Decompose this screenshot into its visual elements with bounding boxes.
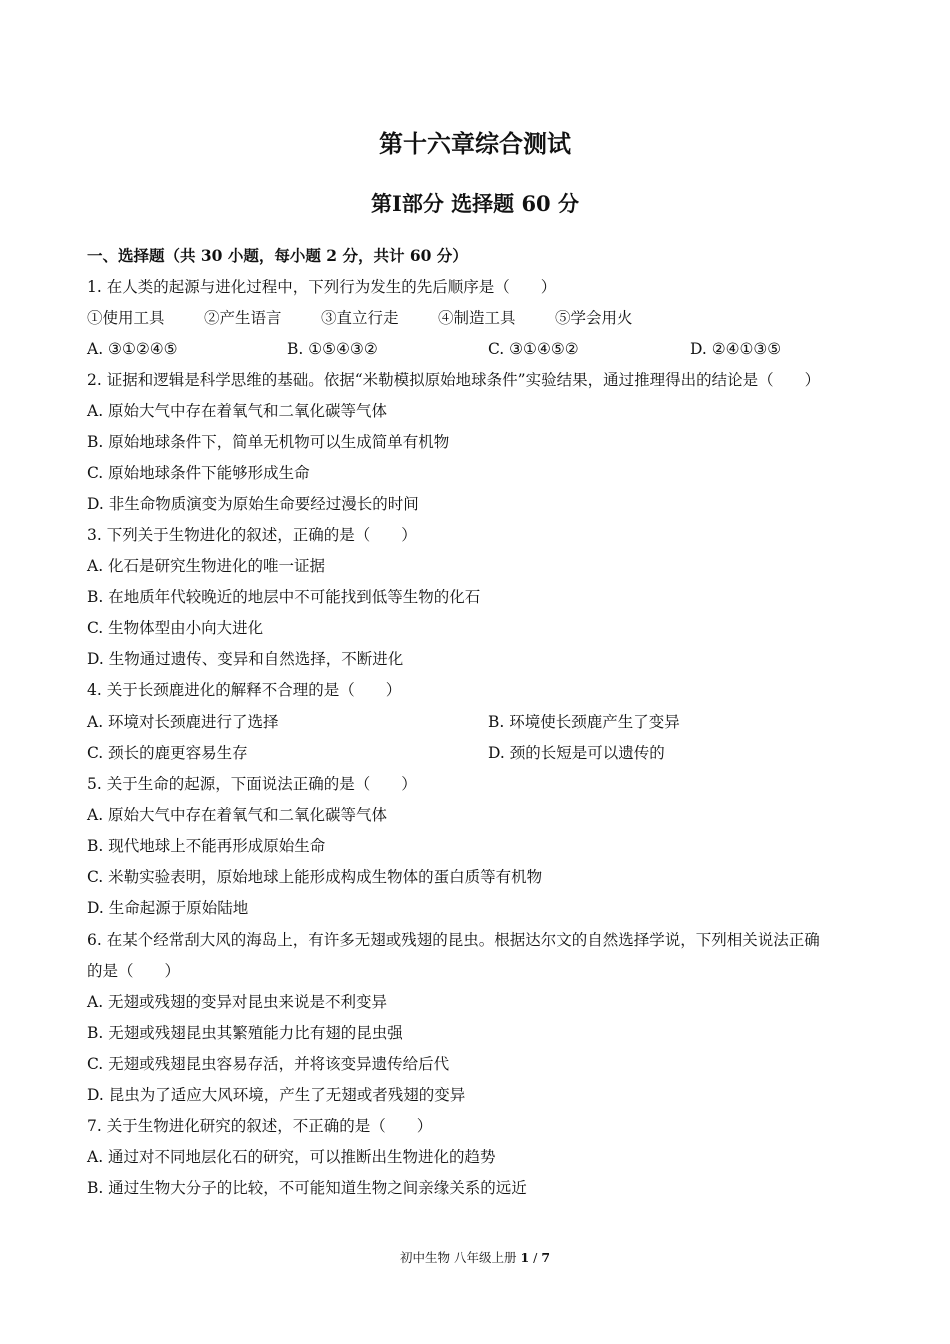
- question-6-stem-cont: 的是（ ）: [87, 962, 181, 980]
- footer-separator: /: [533, 1250, 538, 1265]
- q2-option-c: C. 原始地球条件下能够形成生命: [87, 464, 310, 482]
- q4-option-c: C. 颈长的鹿更容易生存: [87, 744, 248, 762]
- question-5-stem: 5. 关于生命的起源，下面说法正确的是（ ）: [87, 775, 417, 793]
- q2-option-b: B. 原始地球条件下，简单无机物可以生成简单有机物: [87, 433, 450, 451]
- page-footer: [0, 1248, 950, 1266]
- document-title: 第十六章综合测试: [379, 129, 571, 158]
- q1-option-b: B. ①⑤④③②: [287, 340, 378, 358]
- q5-option-b: B. 现代地球上不能再形成原始生命: [87, 837, 326, 855]
- q6-option-c: C. 无翅或残翅昆虫容易存活，并将该变异遗传给后代: [87, 1055, 450, 1073]
- q5-option-a: A. 原始大气中存在着氧气和二氧化碳等气体: [87, 806, 388, 824]
- question-2-stem: 2. 证据和逻辑是科学思维的基础。依据“米勒模拟原始地球条件”实验结果，通过推理得出的结论是（ ）: [87, 371, 821, 389]
- q7-option-a: A. 通过对不同地层化石的研究，可以推断出生物进化的趋势: [87, 1148, 496, 1166]
- question-1-stem: 1. 在人类的起源与进化过程中，下列行为发生的先后顺序是（ ）: [87, 278, 557, 296]
- q4-option-a: A. 环境对长颈鹿进行了选择: [87, 713, 279, 731]
- q6-option-d: D. 昆虫为了适应大风环境，产生了无翅或者残翅的变异: [87, 1086, 466, 1104]
- q1-item-5: ⑤学会用火: [555, 309, 633, 327]
- footer-text: 初中生物 八年级上册: [399, 1250, 517, 1265]
- question-3-stem: 3. 下列关于生物进化的叙述，正确的是（ ）: [87, 526, 417, 544]
- q4-option-d: D. 颈的长短是可以遗传的: [488, 744, 665, 762]
- section-heading: 一、选择题（共 30 小题，每小题 2 分，共计 60 分）: [87, 246, 468, 265]
- q3-option-b: B. 在地质年代较晚近的地层中不可能找到低等生物的化石: [87, 588, 481, 606]
- footer-page-total: 7: [541, 1250, 551, 1265]
- q1-item-4: ④制造工具: [438, 309, 516, 327]
- question-4-stem: 4. 关于长颈鹿进化的解释不合理的是（ ）: [87, 681, 402, 699]
- q1-item-2: ②产生语言: [204, 309, 282, 327]
- part-title: 第Ⅰ部分 选择题 60 分: [371, 191, 579, 216]
- q7-option-b: B. 通过生物大分子的比较，不可能知道生物之间亲缘关系的远近: [87, 1179, 527, 1197]
- q1-option-a: A. ③①②④⑤: [87, 340, 178, 358]
- q5-option-c: C. 米勒实验表明，原始地球上能形成构成生物体的蛋白质等有机物: [87, 868, 543, 886]
- question-7-stem: 7. 关于生物进化研究的叙述，不正确的是（ ）: [87, 1117, 433, 1135]
- q1-item-1: ①使用工具: [87, 309, 165, 327]
- q1-option-d: D. ②④①③⑤: [690, 340, 782, 358]
- q1-item-3: ③直立行走: [321, 309, 399, 327]
- q5-option-d: D. 生命起源于原始陆地: [87, 899, 249, 917]
- q6-option-b: B. 无翅或残翅昆虫其繁殖能力比有翅的昆虫强: [87, 1024, 403, 1042]
- footer-page-number: 1: [520, 1250, 530, 1265]
- q4-option-b: B. 环境使长颈鹿产生了变异: [488, 713, 680, 731]
- q1-option-c: C. ③①④⑤②: [488, 340, 579, 358]
- q3-option-d: D. 生物通过遗传、变异和自然选择，不断进化: [87, 650, 404, 668]
- q6-option-a: A. 无翅或残翅的变异对昆虫来说是不利变异: [87, 993, 388, 1011]
- q2-option-a: A. 原始大气中存在着氧气和二氧化碳等气体: [87, 402, 388, 420]
- question-6-stem: 6. 在某个经常刮大风的海岛上，有许多无翅或残翅的昆虫。根据达尔文的自然选择学说，下列相关说法正确: [87, 931, 820, 949]
- q2-option-d: D. 非生命物质演变为原始生命要经过漫长的时间: [87, 495, 419, 513]
- q3-option-c: C. 生物体型由小向大进化: [87, 619, 264, 637]
- q3-option-a: A. 化石是研究生物进化的唯一证据: [87, 557, 326, 575]
